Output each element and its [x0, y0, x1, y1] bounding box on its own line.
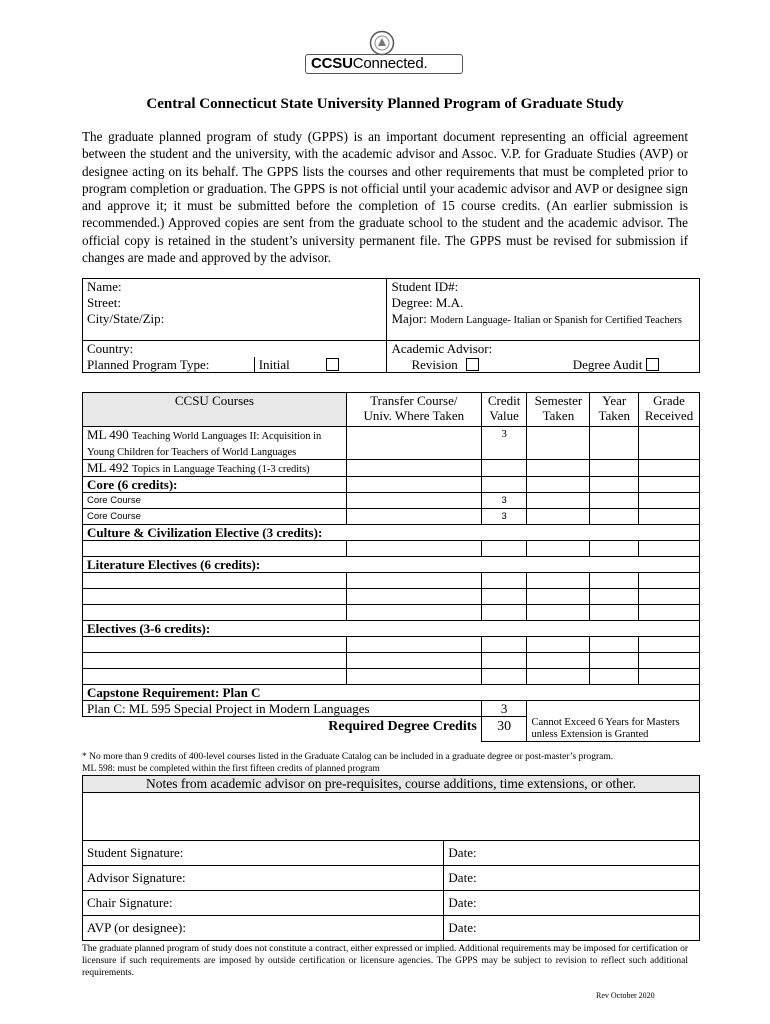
logo-text: CCSUConnected. — [311, 55, 428, 72]
grade-cell[interactable] — [639, 509, 700, 525]
advisor-field[interactable]: Academic Advisor: — [387, 341, 700, 357]
course-cell[interactable] — [83, 573, 347, 589]
ccsu-connected-logo — [305, 30, 465, 76]
core-header: Core (6 credits): — [83, 477, 347, 493]
time-limit-note: Cannot Exceed 6 Years for Masters unless Extension is Granted — [527, 717, 700, 742]
capstone-header: Capstone Requirement: Plan C — [83, 685, 700, 701]
table-row — [83, 460, 700, 477]
ml492-course: ML 492 Topics in Language Teaching (1-3 credits) — [83, 460, 347, 477]
table-row — [83, 605, 700, 621]
core-course-1: Core Course — [83, 493, 347, 509]
advisor-notes-field[interactable] — [83, 793, 700, 841]
page-title: Central Connecticut State University Planned Program of Graduate Study — [146, 96, 624, 112]
avp-date-field[interactable]: Date: — [444, 916, 700, 941]
major-value: Modern Language- Italian or Spanish for Certified Teachers — [430, 314, 682, 326]
initial-checkbox[interactable] — [326, 358, 339, 371]
revision-checkbox[interactable] — [466, 358, 479, 371]
transfer-cell[interactable] — [346, 460, 481, 477]
table-row — [83, 509, 700, 525]
grade-cell[interactable] — [639, 460, 700, 477]
capstone-credit: 3 — [481, 701, 527, 717]
culture-header: Culture & Civilization Elective (3 credits): — [83, 525, 700, 541]
core1-credit: 3 — [481, 493, 527, 509]
degree-audit-option — [569, 357, 700, 373]
avp-signature-field[interactable]: AVP (or designee): — [83, 916, 444, 941]
credit-cell[interactable] — [481, 460, 527, 477]
table-row — [83, 557, 700, 573]
semester-cell[interactable] — [527, 493, 590, 509]
grade-cell[interactable] — [639, 493, 700, 509]
table-row — [83, 701, 700, 717]
revision-label: Revision — [411, 356, 458, 372]
street-field[interactable]: Street: — [83, 295, 387, 311]
table-row — [83, 589, 700, 605]
university-seal-icon — [369, 30, 395, 56]
intro-paragraph: The graduate planned program of study (GPPS) is an important document representing an official agreement between the student and the university, with the academic advisor and Assoc. V.P. for Graduate Studies (AVP) or designee acting on its behalf. The GPPS lists the courses and other requirements that must be completed prior to program completion or graduation. The GPPS is not official until your academic advisor and AVP or designee sign and approve it; it must be submitted before the completion of 15 course credits. (An earlier submission is recommended.) Approved copies are sent from the graduate school to the student and the academic advisor. The official copy is retained in the student’s university permanent file. The GPPS must be revised for submission if changes are made and approved by the advisor. — [82, 129, 688, 266]
courses-table — [82, 392, 700, 742]
course-cell[interactable] — [83, 669, 347, 685]
footnote-ml598: ML 598: must be completed within the first fifteen credits of planned program — [82, 764, 380, 774]
transfer-cell[interactable] — [346, 509, 481, 525]
semester-cell[interactable] — [527, 509, 590, 525]
table-row — [83, 669, 700, 685]
table-row — [83, 541, 700, 557]
ml490-course: ML 490 Teaching World Languages II: Acquisition in Young Children for Teachers of World Languages — [83, 427, 347, 460]
transfer-cell[interactable] — [346, 493, 481, 509]
year-cell[interactable] — [590, 427, 639, 460]
advisor-notes-header: Notes from academic advisor on pre-requisites, course additions, time extensions, or other. — [83, 776, 700, 793]
chair-signature-field[interactable]: Chair Signature: — [83, 891, 444, 916]
header-grade: Grade Received — [639, 393, 700, 427]
header-credit: Credit Value — [481, 393, 527, 427]
initial-label: Initial — [258, 356, 290, 372]
table-row — [83, 653, 700, 669]
ml490-credit: 3 — [481, 427, 527, 460]
electives-header: Electives (3-6 credits): — [83, 621, 700, 637]
footnote-400-level: * No more than 9 credits of 400-level courses listed in the Graduate Catalog can be included in a graduate degree or post-master’s program. — [82, 752, 614, 762]
semester-cell[interactable] — [527, 427, 590, 460]
table-row — [83, 427, 700, 460]
header-year: Year Taken — [590, 393, 639, 427]
header-transfer: Transfer Course/ Univ. Where Taken — [346, 393, 481, 427]
revision-option — [387, 357, 569, 373]
table-row — [83, 573, 700, 589]
city-field[interactable]: City/State/Zip: — [83, 311, 387, 341]
disclaimer-footer: The graduate planned program of study does not constitute a contract, either expressed or implied. Additional requirements may be imposed for certification or licensure if such requirements are imposed by outside certification or licensure agencies. The GPPS may be subject to revision to reflect such additional requirements. — [82, 944, 688, 978]
country-field[interactable]: Country: — [83, 341, 387, 357]
grade-cell[interactable] — [639, 427, 700, 460]
table-row — [83, 525, 700, 541]
chair-date-field[interactable]: Date: — [444, 891, 700, 916]
table-row — [83, 717, 700, 742]
student-id-field[interactable]: Student ID#: — [387, 279, 700, 295]
header-ccsu-courses: CCSU Courses — [83, 393, 347, 427]
revision-date: Rev October 2020 — [596, 991, 655, 1000]
table-row — [83, 477, 700, 493]
advisor-date-field[interactable]: Date: — [444, 866, 700, 891]
student-date-field[interactable]: Date: — [444, 841, 700, 866]
course-cell[interactable] — [83, 541, 347, 557]
name-field[interactable]: Name: — [83, 279, 387, 295]
advisor-signature-field[interactable]: Advisor Signature: — [83, 866, 444, 891]
core2-credit: 3 — [481, 509, 527, 525]
degree-audit-label: Degree Audit — [572, 356, 643, 372]
major-field — [387, 311, 700, 341]
table-row — [83, 685, 700, 701]
header-semester: Semester Taken — [527, 393, 590, 427]
year-cell[interactable] — [590, 460, 639, 477]
table-row — [83, 493, 700, 509]
transfer-cell[interactable] — [346, 427, 481, 460]
courses-header-row — [83, 393, 700, 427]
course-cell[interactable] — [83, 637, 347, 653]
year-cell[interactable] — [590, 509, 639, 525]
initial-option — [254, 357, 387, 373]
literature-header: Literature Electives (6 credits): — [83, 557, 700, 573]
student-info-table — [82, 278, 700, 373]
table-row — [83, 621, 700, 637]
required-credits-value: 30 — [481, 717, 527, 742]
course-cell[interactable] — [83, 605, 347, 621]
table-row — [83, 637, 700, 653]
semester-cell[interactable] — [527, 460, 590, 477]
core-course-2: Core Course — [83, 509, 347, 525]
signatures-table — [82, 775, 700, 941]
degree-field[interactable]: Degree: M.A. — [387, 295, 700, 311]
required-credits-label: Required Degree Credits — [83, 717, 482, 742]
course-cell[interactable] — [83, 589, 347, 605]
year-cell[interactable] — [590, 493, 639, 509]
major-label: Major: — [391, 310, 427, 326]
student-signature-field[interactable]: Student Signature: — [83, 841, 444, 866]
capstone-course: Plan C: ML 595 Special Project in Modern Languages — [83, 701, 482, 717]
course-cell[interactable] — [83, 653, 347, 669]
program-type-label: Planned Program Type: — [83, 357, 255, 373]
degree-audit-checkbox[interactable] — [646, 358, 659, 371]
